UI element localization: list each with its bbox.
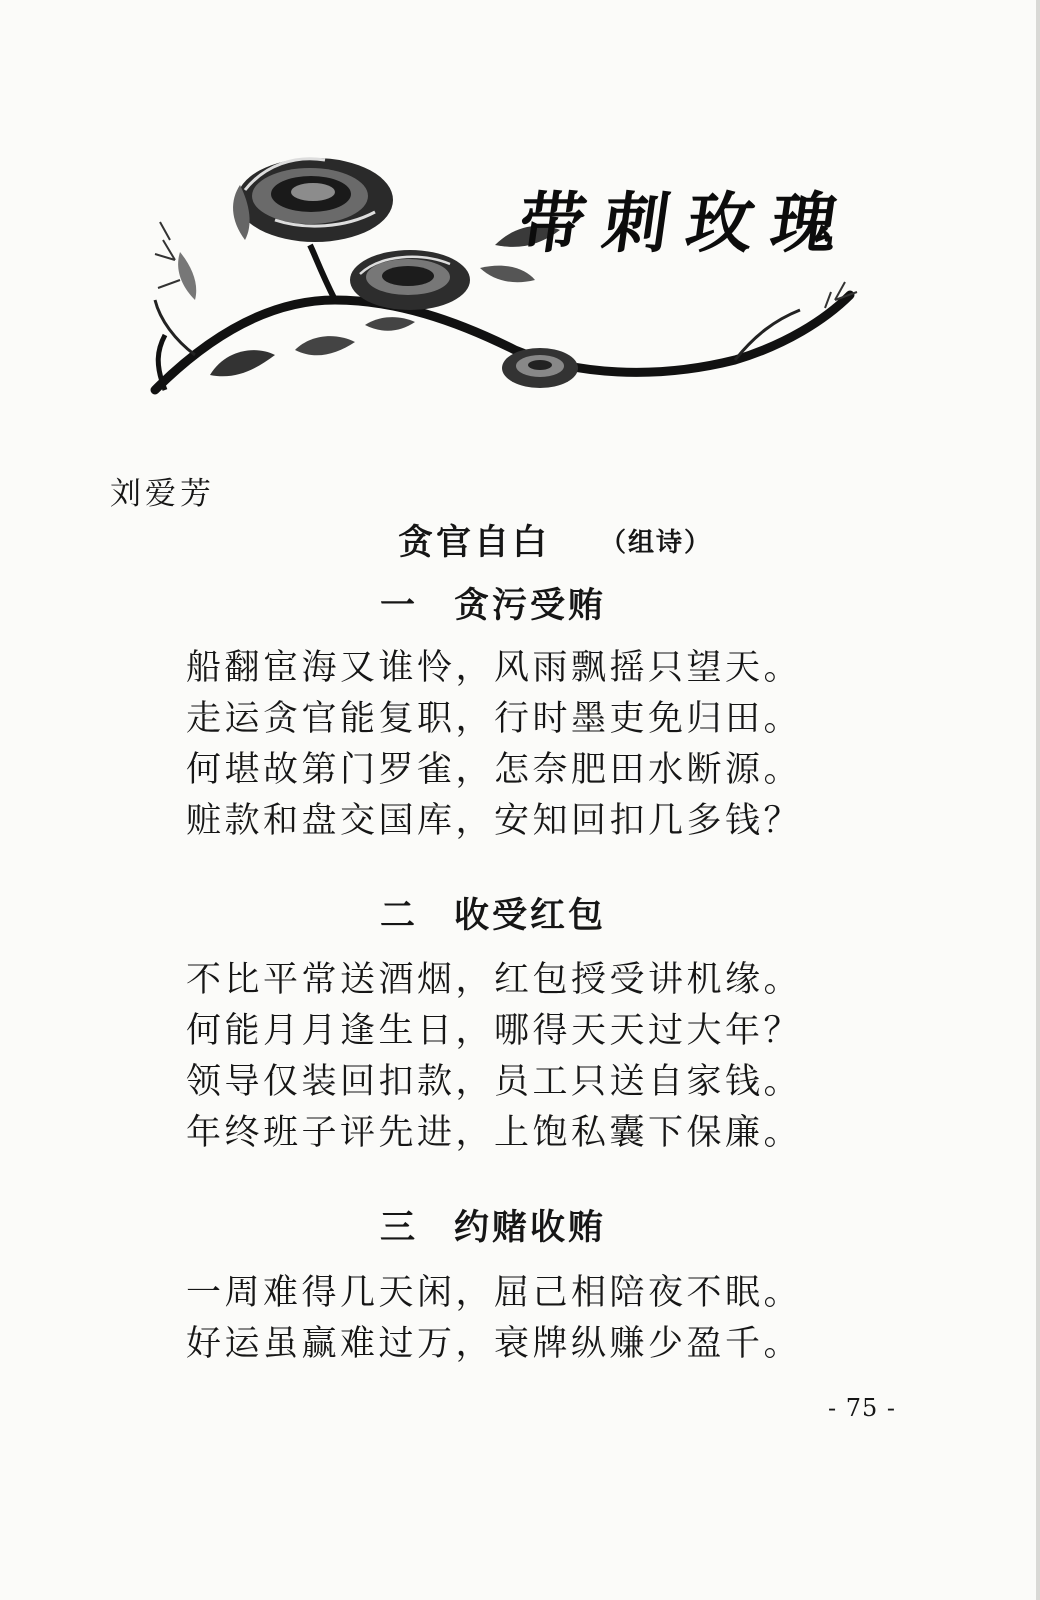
verse-line: 走运贪官能复职，行时墨吏免归田。: [186, 699, 803, 739]
section-heading: [380, 888, 606, 938]
verse-line: 领导仅装回扣款，员工只送自家钱。: [186, 1062, 803, 1102]
page-number: - 75 -: [828, 1394, 897, 1422]
verse-line: 何堪故第门罗雀，怎奈肥田水断源。: [186, 750, 803, 790]
verse-line: 船翻宦海又谁怜，风雨飘摇只望天。: [186, 648, 803, 688]
section-heading: [380, 1200, 606, 1250]
section-title: 收受红包: [454, 895, 607, 936]
column-title: 带刺玫瑰: [513, 184, 861, 262]
verse-block: [186, 1268, 802, 1370]
verse-line: 一周难得几天闲，屈己相陪夜不眠。: [186, 1273, 803, 1313]
verse-line: 好运虽赢难过万，衰牌纵赚少盈千。: [186, 1324, 803, 1364]
author-name: 刘爱芳: [110, 476, 215, 512]
verse-block: [186, 955, 802, 1159]
section-number: 一: [380, 585, 419, 626]
section-heading: [380, 578, 606, 628]
poem-subtitle: （组诗）: [600, 528, 713, 558]
verse-block: [186, 643, 802, 847]
poem-title: 贪官自白: [398, 522, 551, 563]
verse-line: 何能月月逢生日，哪得天天过大年？: [186, 1011, 803, 1051]
verse-line: 赃款和盘交国库，安知回扣几多钱？: [186, 801, 803, 841]
section-number: 三: [380, 1207, 419, 1248]
section-title: 约赌收贿: [454, 1207, 607, 1248]
page-edge: [1036, 0, 1040, 1600]
section-title: 贪污受贿: [454, 585, 607, 626]
section-number: 二: [380, 895, 419, 936]
verse-line: 不比平常送酒烟，红包授受讲机缘。: [186, 960, 803, 1000]
verse-line: 年终班子评先进，上饱私囊下保廉。: [186, 1113, 803, 1153]
